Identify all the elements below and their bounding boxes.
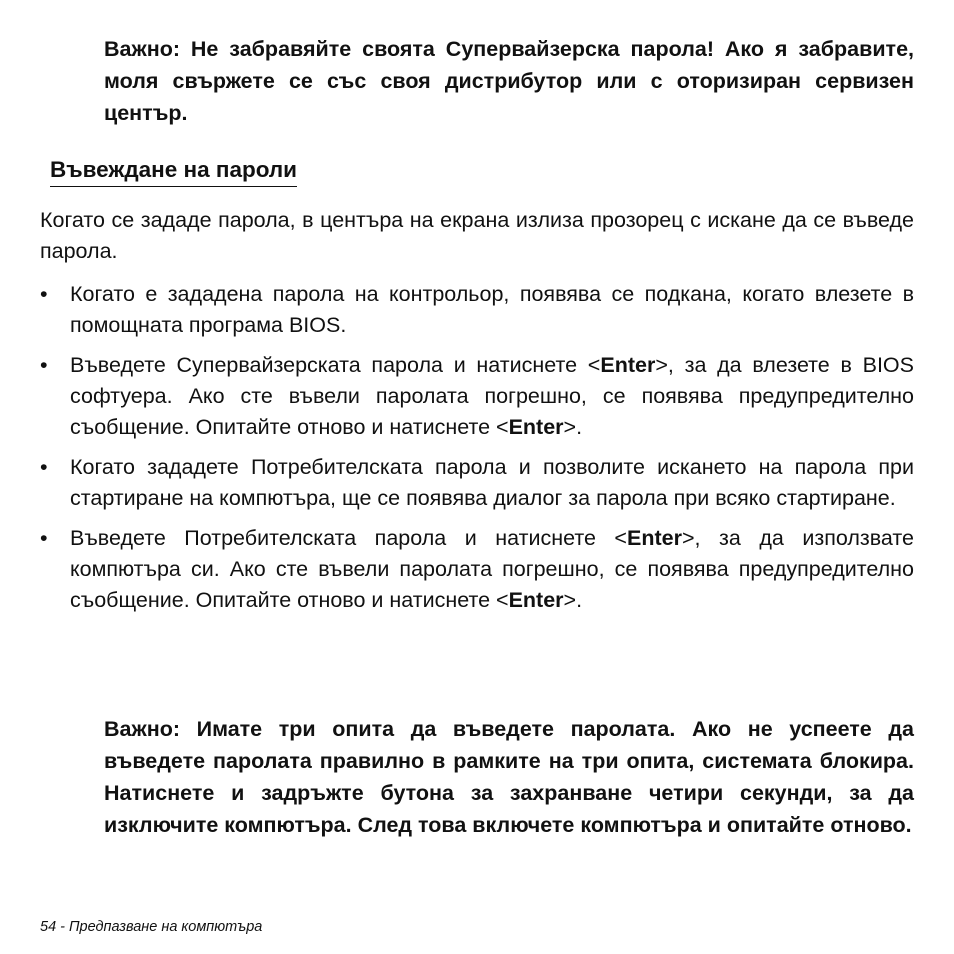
enter-key-label: Enter <box>508 588 564 612</box>
list-item-text: Въведете Супервайзерската парола и натиснете < <box>70 353 601 377</box>
list-item-text: >. <box>563 415 583 439</box>
list-item-text: >, за да използвате компютъра си. Ако сте въвели паролата погрешно, се появява предупредително съобщение. Опитайте отново и натиснете < <box>70 526 914 612</box>
bullet-icon: • <box>40 526 48 550</box>
list-item-text: Когато зададете Потребителската парола и позволите искането на парола при стартиране на компютъра, ще се появява диалог за парола при всяко стартиране. <box>70 455 914 510</box>
list-item <box>40 350 914 443</box>
bullet-list <box>40 279 914 625</box>
list-item <box>40 279 914 341</box>
enter-key-label: Enter <box>626 526 682 550</box>
list-item-text: >, за да влезете в BIOS софтуера. Ако сте въвели паролата погрешно, се появява предупредително съобщение. Опитайте отново и натиснете < <box>70 353 914 439</box>
intro-paragraph: Когато се зададе парола, в центъра на екрана излиза прозорец с искане да се въведе парола. <box>40 208 914 263</box>
list-item-text: Когато е зададена парола на контрольор, появява се подкана, когато влезете в помощната програма BIOS. <box>70 282 914 337</box>
list-item <box>40 523 914 616</box>
important-note-supervisor-password: Важно: Не забравяйте своята Супервайзерска парола! Ако я забравите, моля свържете се със своя дистрибутор или с оторизиран сервизен център. <box>104 37 914 125</box>
list-item <box>40 452 914 514</box>
bullet-icon: • <box>40 455 48 479</box>
bullet-icon: • <box>40 353 48 377</box>
list-item-text: Въведете Потребителската парола и натиснете < <box>70 526 627 550</box>
page-footer: 54 - Предпазване на компютъра <box>40 919 263 935</box>
enter-key-label: Enter <box>600 353 656 377</box>
list-item-text: >. <box>563 588 583 612</box>
bullet-icon: • <box>40 282 48 306</box>
enter-key-label: Enter <box>508 415 564 439</box>
important-note-three-attempts: Важно: Имате три опита да въведете паролата. Ако не успеете да въведете паролата правилно в рамките на три опита, системата блокира. Натиснете и задръжте бутона за захранване четири секунди, за да изключите компютъра. След това включете компютъра и опитайте отново. <box>104 717 914 837</box>
section-heading: Въвеждане на пароли <box>50 154 297 187</box>
